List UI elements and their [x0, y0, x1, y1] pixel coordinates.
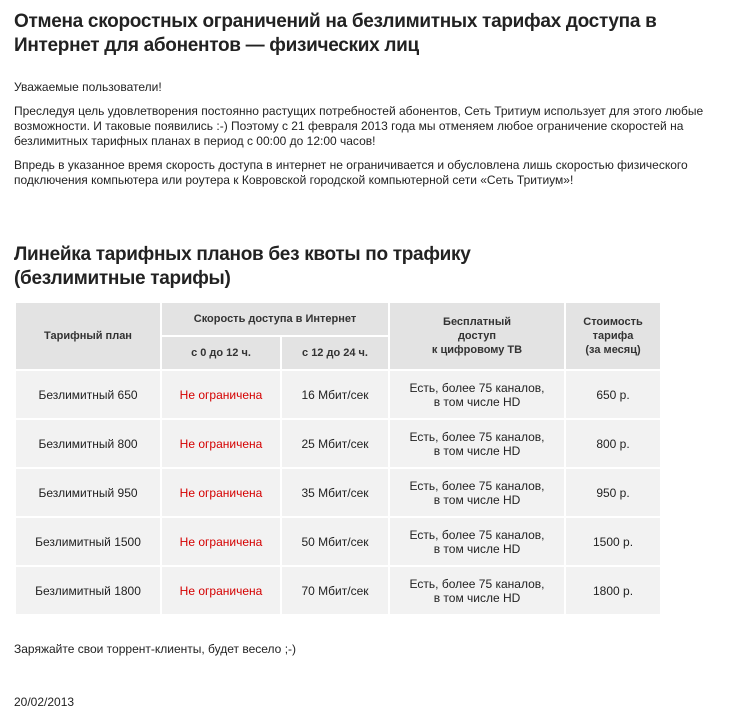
day-speed: 50 Мбит/сек [281, 517, 389, 566]
night-speed: Не ограничена [161, 468, 281, 517]
table-row [15, 370, 661, 419]
night-speed: Не ограничена [161, 370, 281, 419]
plan-name: Безлимитный 1800 [15, 566, 161, 615]
header-speed-night: с 0 до 12 ч. [161, 336, 281, 370]
tv-line2: в том числе HD [433, 443, 521, 458]
greeting: Уважаемые пользователи! [14, 80, 162, 94]
header-tv-line1: Бесплатный [443, 316, 511, 328]
tv-line2: в том числе HD [433, 541, 521, 556]
table-row [15, 517, 661, 566]
plan-name: Безлимитный 1500 [15, 517, 161, 566]
plan-name: Безлимитный 950 [15, 468, 161, 517]
tv-line2: в том числе HD [433, 590, 521, 605]
plan-name: Безлимитный 650 [15, 370, 161, 419]
plan-price: 1500 р. [565, 517, 661, 566]
day-speed: 70 Мбит/сек [281, 566, 389, 615]
plan-price: 650 р. [565, 370, 661, 419]
tariffs-heading [14, 243, 720, 291]
tv-line1: Есть, более 75 каналов, [409, 380, 545, 395]
plan-price: 950 р. [565, 468, 661, 517]
tv-line1: Есть, более 75 каналов, [409, 527, 545, 542]
header-tv-line2: доступ [457, 330, 497, 342]
table-row [15, 566, 661, 615]
tv-line1: Есть, более 75 каналов, [409, 478, 545, 493]
tv-line2: в том числе HD [433, 492, 521, 507]
tv-access [389, 468, 565, 517]
table-row [15, 419, 661, 468]
details-paragraph: Впредь в указанное время скорость доступа в интернет не ограничивается и обусловлена лишь скоростью физического подключения компьютера или роутера к Ковровской городской компьютерной сети «Сеть Тритиум»! [14, 158, 688, 187]
night-speed: Не ограничена [161, 566, 281, 615]
plan-price: 800 р. [565, 419, 661, 468]
tv-access [389, 566, 565, 615]
header-price-line2: тарифа [592, 330, 634, 342]
tariffs-table-wrap [14, 301, 660, 616]
header-tv-line3: к цифровому ТВ [431, 344, 523, 356]
day-speed: 25 Мбит/сек [281, 419, 389, 468]
header-speed: Скорость доступа в Интернет [161, 302, 389, 336]
header-plan: Тарифный план [15, 302, 161, 370]
closing-text: Заряжайте свои торрент-клиенты, будет весело ;-) [14, 642, 297, 656]
night-speed: Не ограничена [161, 517, 281, 566]
tariffs-table [14, 301, 662, 616]
night-speed: Не ограничена [161, 419, 281, 468]
tv-line1: Есть, более 75 каналов, [409, 429, 545, 444]
article [14, 10, 720, 710]
tv-access [389, 419, 565, 468]
tv-access [389, 517, 565, 566]
header-tv [389, 302, 565, 370]
table-row [15, 468, 661, 517]
page-title: Отмена скоростных ограничений на безлимитных тарифах доступа в Интернет для абонентов — физических лиц [14, 11, 657, 56]
plan-price: 1800 р. [565, 566, 661, 615]
tv-line1: Есть, более 75 каналов, [409, 576, 545, 591]
header-price [565, 302, 661, 370]
header-speed-day: с 12 до 24 ч. [281, 336, 389, 370]
plan-name: Безлимитный 800 [15, 419, 161, 468]
publish-date: 20/02/2013 [14, 695, 75, 709]
tariffs-heading-line2: (безлимитные тарифы) [14, 268, 231, 289]
header-price-line3: (за месяц) [585, 344, 641, 356]
day-speed: 16 Мбит/сек [281, 370, 389, 419]
header-price-line1: Стоимость [583, 316, 643, 328]
tv-line2: в том числе HD [433, 394, 521, 409]
tv-access [389, 370, 565, 419]
tariffs-heading-line1: Линейка тарифных планов без квоты по трафику [14, 244, 471, 265]
intro-paragraph: Преследуя цель удовлетворения постоянно растущих потребностей абонентов, Сеть Тритиум использует для этого любые возможности. И таковые появились :-) Поэтому с 21 февраля 2013 года мы отменяем любое ограничение скоростей на безлимитных тарифных планах в период с 00:00 до 12:00 часов! [14, 104, 704, 148]
day-speed: 35 Мбит/сек [281, 468, 389, 517]
